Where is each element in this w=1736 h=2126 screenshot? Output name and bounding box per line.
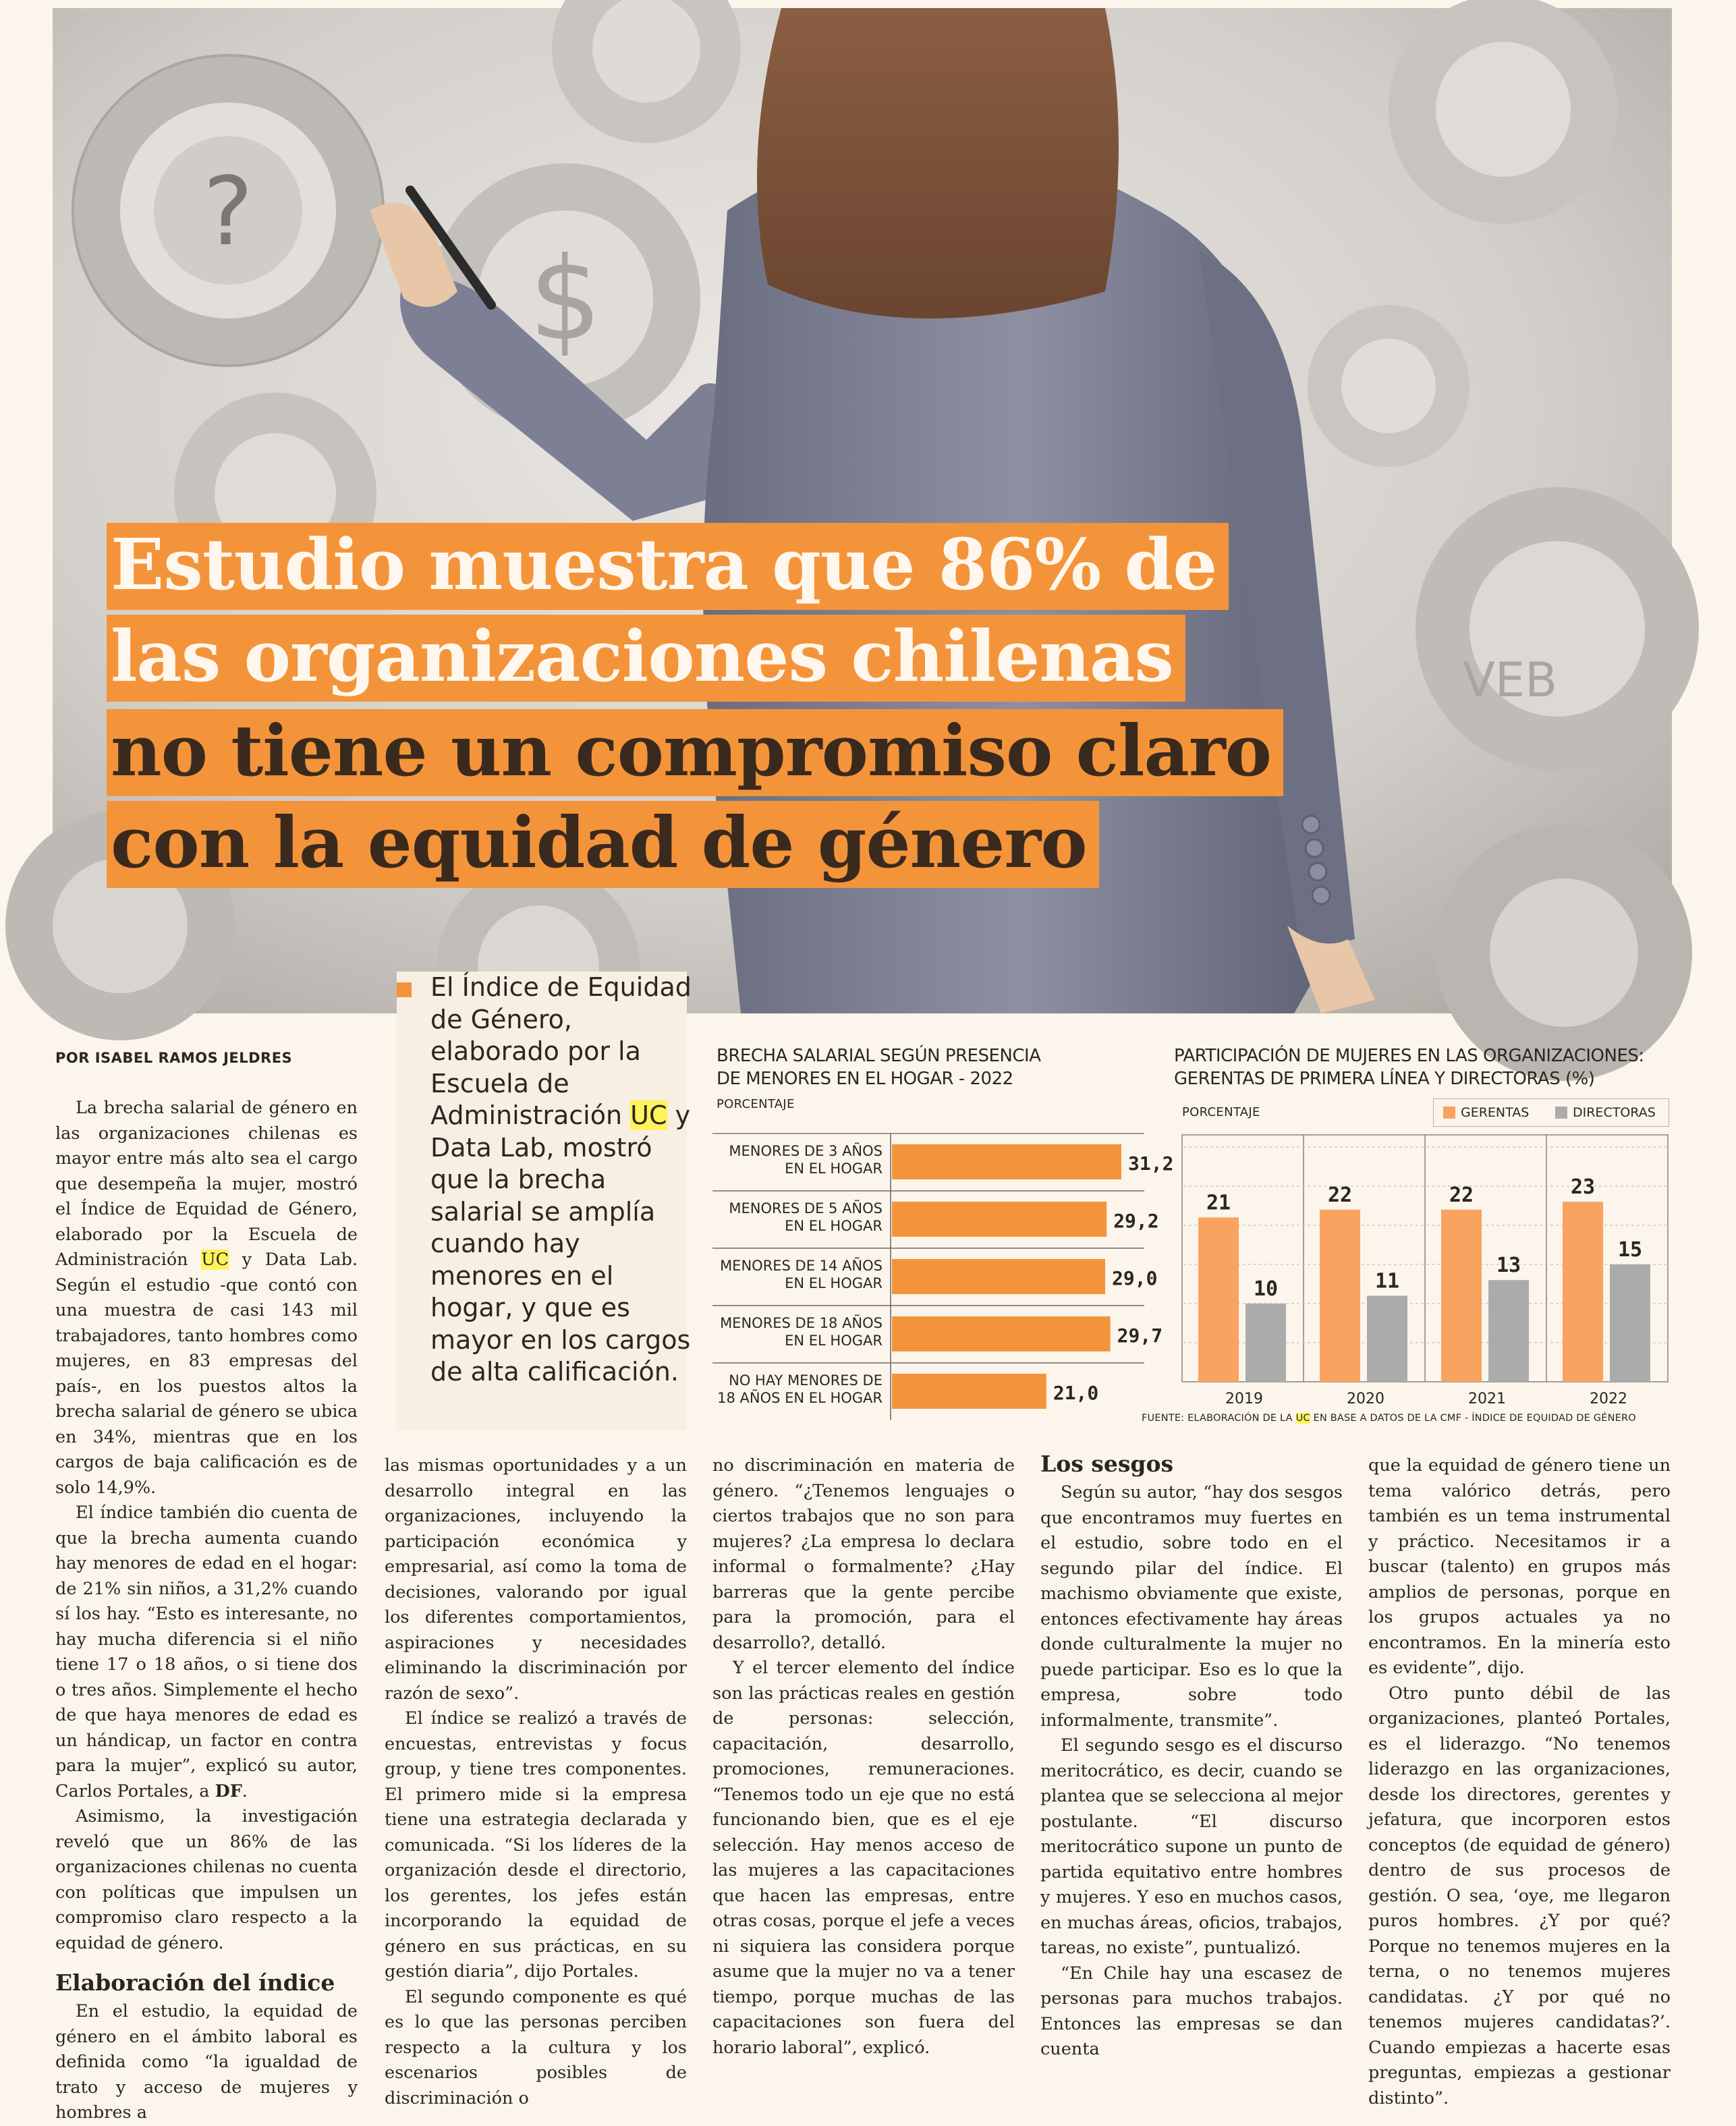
chart2-legend bbox=[1433, 1098, 1669, 1127]
paragraph: La brecha salarial de género en las organizaciones chilenas es mayor entre más alto sea el cargo que desempeña la mujer, mostró el Índice de Equidad de Género, elaborado por la Escuela de Administración UC y Data Lab. Según el estudio -que contó con una muestra de casi 143 mil trabajadores, tanto hombres como mujeres, en 83 empresas del país-, en los puestos altos la brecha salarial de género se ubica en 34%, mientras que en los cargos de baja calificación es de solo 14,9%. bbox=[55, 1098, 358, 1498]
legend-item-gerentas: GERENTAS bbox=[1443, 1105, 1529, 1120]
byline: POR ISABEL RAMOS JELDRES bbox=[55, 1050, 293, 1066]
chart1-title: BRECHA SALARIAL SEGÚN PRESENCIA DE MENORES EN EL HOGAR - 2022 bbox=[717, 1046, 1041, 1089]
paragraph: Según su autor, “hay dos sesgos que encontramos muy fuertes en el estudio, sobre todo en el segundo pilar del índice. El machismo obviamente que existe, entonces efectivamente hay áreas donde culturalmente la mujer no puede participar. Eso es lo que la empresa, sobre todo informalmente, transmite”. bbox=[1040, 1482, 1343, 1731]
chart1-bar bbox=[892, 1259, 1105, 1294]
paragraph: El índice se realizó a través de encuestas, entrevistas y focus group, y tiene tres componentes. El primero mide si la empresa tiene una estrategia declarada y comunicada. “Si los líderes de la organización desde el directorio, los gerentes, los jefes están incorporando la equidad de género en sus prácticas, en su gestión diaria”, dijo Portales. bbox=[385, 1708, 687, 1982]
paragraph: “En Chile hay una escasez de personas para muchos trabajos. Entonces las empresas se dan cuenta bbox=[1040, 1963, 1343, 2059]
headline-line-4: con la equidad de género bbox=[107, 799, 1099, 887]
chart2-subtitle: PORCENTAJE bbox=[1182, 1105, 1260, 1119]
hero-photo bbox=[53, 8, 1672, 1013]
chart2-bar-directoras bbox=[1367, 1295, 1407, 1382]
article-column-5 bbox=[1368, 1453, 1671, 2111]
chart2-value-label: 10 bbox=[1253, 1277, 1279, 1301]
chart2-source: FUENTE: ELABORACIÓN DE LA UC EN BASE A DATOS DE LA CMF - ÍNDICE DE EQUIDAD DE GÉNERO bbox=[1142, 1413, 1636, 1424]
paragraph: El índice también dio cuenta de que la brecha aumenta cuando hay menores de edad en el hogar: de 21% sin niños, a 31,2% cuando sí los hay. “Esto es interesante, no hay mucha diferencia si el niño tiene 17 o 18 años, o si tiene dos o tres años. Simplemente el hecho de que haya menores de edad es un hándicap, un factor en contra para la mujer”, explicó su autor, Carlos Portales, a DF. bbox=[55, 1503, 358, 1801]
article-column-2 bbox=[385, 1453, 687, 2111]
svg-text:VEB: VEB bbox=[1463, 652, 1558, 708]
chart1-category-label: EN EL HOGAR bbox=[785, 1160, 883, 1177]
article-column-4 bbox=[1040, 1449, 1343, 2063]
chart1-category-label: MENORES DE 3 AÑOS bbox=[729, 1143, 883, 1159]
chart2-title: PARTICIPACIÓN DE MUJERES EN LAS ORGANIZACIONES: GERENTAS DE PRIMERA LÍNEA Y DIRECTORAS (%) bbox=[1174, 1046, 1644, 1089]
paragraph: las mismas oportunidades y a un desarrollo integral en las organizaciones, incluyendo la participación económica y empresarial, así como la toma de decisiones, valorando por igual los diferentes comportamientos, aspiraciones y necesidades eliminando la discriminación por razón de sexo”. bbox=[385, 1455, 687, 1704]
svg-text:?: ? bbox=[202, 157, 254, 267]
section-heading: Los sesgos bbox=[1040, 1451, 1174, 1477]
bullet-square-icon bbox=[397, 982, 412, 997]
chart2-bar-gerentas bbox=[1320, 1210, 1360, 1382]
chart1-category-label: MENORES DE 18 AÑOS bbox=[720, 1315, 883, 1331]
legend-item-directoras: DIRECTORAS bbox=[1555, 1105, 1656, 1120]
paragraph: Otro punto débil de las organizaciones, planteó Portales, es el liderazgo. “No tenemos liderazgo en las organizaciones, desde los directores, gerentes y jefatura, que incorporen estos conceptos (de equidad de género) dentro de sus procesos de gestión. O sea, ‘oye, me llegaron puros hombres. ¿Y por qué? Porque no tenemos mujeres en la terna, o no tenemos mujeres candidatas. ¿Y por qué no tenemos mujeres candidatas?’. Cuando empiezas a hacerte esas preguntas, empiezas a gestionar distinto”. bbox=[1368, 1683, 1671, 2108]
chart2-category-label: 2019 bbox=[1225, 1391, 1263, 1407]
chart1-horizontal-bar bbox=[712, 1134, 1174, 1427]
headline-line-1: Estudio muestra que 86% de bbox=[107, 521, 1229, 609]
chart1-value-label: 29,7 bbox=[1117, 1324, 1163, 1347]
chart1-bar bbox=[892, 1202, 1107, 1237]
highlight-uc: UC bbox=[630, 1100, 667, 1130]
pull-quote-text: El Índice de Equidad de Género, elaborado por la Escuela de Administración UC y Data Lab, mostró que la brecha salarial se amplía cuando hay menores en el hogar, y que es mayor en los cargos de alta calificación. bbox=[430, 972, 692, 1387]
chart2-value-label: 21 bbox=[1206, 1191, 1231, 1215]
chart2-category-label: 2020 bbox=[1347, 1391, 1384, 1407]
headline-line-2: las organizaciones chilenas bbox=[107, 613, 1185, 700]
chart2-category-label: 2022 bbox=[1590, 1391, 1627, 1407]
chart1-category-label: 18 AÑOS EN EL HOGAR bbox=[717, 1390, 883, 1406]
chart2-value-label: 11 bbox=[1374, 1269, 1400, 1293]
chart2-bar-gerentas bbox=[1441, 1210, 1482, 1382]
chart1-category-label: EN EL HOGAR bbox=[785, 1333, 883, 1349]
paragraph: El segundo sesgo es el discurso meritocrático, es decir, cuando se plantea que se selecciona al mejor postulante. “El discurso meritocrático supone un punto de partida equitativo entre hombres y mujeres. Y eso en muchos casos, en muchas áreas, oficios, trabajos, tareas, no existe”, puntualizó. bbox=[1040, 1735, 1343, 1958]
chart1-category-label: MENORES DE 5 AÑOS bbox=[729, 1200, 883, 1216]
chart1-bar bbox=[892, 1144, 1121, 1179]
chart1-category-label: MENORES DE 14 AÑOS bbox=[720, 1258, 883, 1274]
legend-swatch bbox=[1443, 1107, 1455, 1119]
paragraph: El segundo componente es qué es lo que las personas perciben respecto a la cultura y los escenarios posibles de discriminación o bbox=[385, 1986, 687, 2108]
chart2-value-label: 22 bbox=[1327, 1183, 1353, 1207]
chart1-value-label: 21,0 bbox=[1053, 1382, 1099, 1404]
chart1-bar bbox=[892, 1374, 1046, 1409]
paragraph: no discriminación en materia de género. “¿Tenemos lenguajes o ciertos trabajos que no son para mujeres? ¿La empresa lo declara informal o formalmente? ¿Hay barreras que la gente percibe para la promoción, para el desarrollo?, detalló. bbox=[712, 1455, 1015, 1653]
chart1-category-label: NO HAY MENORES DE bbox=[729, 1372, 883, 1389]
chart1-value-label: 29,0 bbox=[1112, 1267, 1158, 1289]
chart1-category-label: EN EL HOGAR bbox=[785, 1275, 883, 1291]
legend-swatch bbox=[1555, 1107, 1567, 1119]
chart1-bar bbox=[892, 1316, 1111, 1351]
chart2-value-label: 13 bbox=[1496, 1254, 1521, 1278]
paragraph: En el estudio, la equidad de género en el ámbito laboral es definida como “la igualdad de trato y acceso de mujeres y hombres a bbox=[55, 2001, 358, 2123]
chart2-bar-gerentas bbox=[1198, 1217, 1239, 1382]
chart2-value-label: 15 bbox=[1617, 1238, 1643, 1262]
headline-line-3: no tiene un compromiso claro bbox=[107, 707, 1283, 795]
chart1-subtitle: PORCENTAJE bbox=[717, 1097, 795, 1111]
chart2-category-label: 2021 bbox=[1468, 1391, 1506, 1407]
chart2-bar-directoras bbox=[1245, 1304, 1286, 1382]
chart2-bar-gerentas bbox=[1563, 1202, 1603, 1382]
chart2-bar-directoras bbox=[1488, 1280, 1529, 1382]
paragraph: Asimismo, la investigación reveló que un 86% de las organizaciones chilenas no cuenta con políticas que impulsen un compromiso claro respecto a la equidad de género. bbox=[55, 1806, 358, 1953]
paragraph: que la equidad de género tiene un tema valórico detrás, pero también es un tema instrumental y práctico. Necesitamos ir a buscar (talento) en grupos más amplios de personas, porque en los grupos actuales ya no encontramos. En la minería esto es evidente”, dijo. bbox=[1368, 1455, 1671, 1678]
chart2-bar-directoras bbox=[1610, 1264, 1650, 1382]
article-column-3 bbox=[712, 1453, 1015, 2061]
article-column-1 bbox=[55, 1096, 358, 2126]
chart2-value-label: 23 bbox=[1570, 1175, 1596, 1200]
chart1-value-label: 29,2 bbox=[1113, 1210, 1159, 1232]
pull-quote bbox=[397, 972, 692, 1430]
paragraph: Y el tercer elemento del índice son las prácticas reales en gestión de personas: selección, capacitación, desarrollo, promociones, remuneraciones. “Tenemos todo un eje que no está funcionando bien, que es el eje selección. Hay menos acceso de las mujeres a las capacitaciones que hacen las empresas, entre otras cosas, porque el jefe a veces ni siquiera las considera porque asume que la mujer no va a tener tiempo, porque muchas de las capacitaciones son fuera del horario laboral”, explicó. bbox=[712, 1658, 1015, 2058]
chart2-vertical-bar bbox=[1179, 1134, 1672, 1410]
chart1-category-label: EN EL HOGAR bbox=[785, 1218, 883, 1234]
svg-text:$: $ bbox=[528, 233, 603, 366]
chart1-value-label: 31,2 bbox=[1128, 1152, 1174, 1175]
section-heading: Elaboración del índice bbox=[55, 1969, 335, 1996]
chart2-value-label: 22 bbox=[1449, 1183, 1474, 1207]
